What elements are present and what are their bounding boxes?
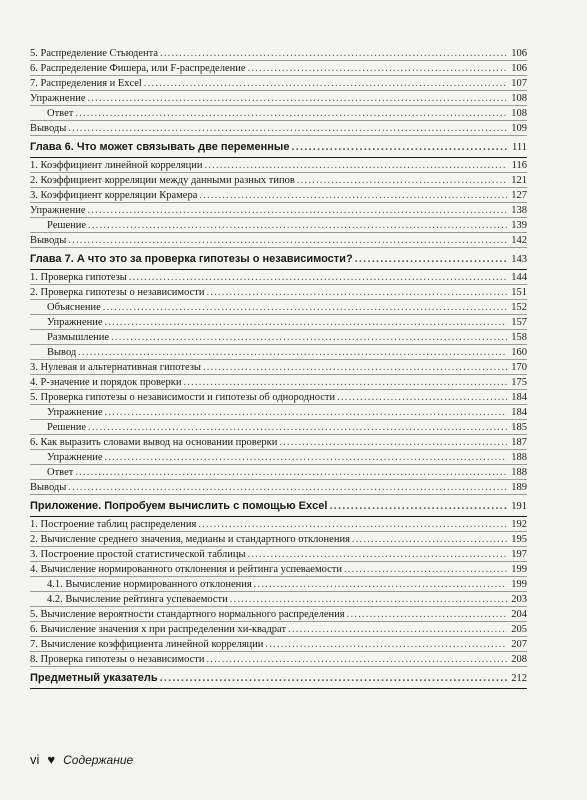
leader-dots: [248, 61, 507, 76]
toc-page-number: 192: [511, 519, 527, 530]
leader-dots: [103, 300, 507, 315]
leader-dots: [279, 435, 507, 450]
leader-dots: [329, 495, 507, 517]
toc-page-number: 184: [511, 392, 527, 403]
toc-page-number: 109: [511, 123, 527, 134]
toc-entry-row: [30, 330, 527, 345]
toc-entry-title: Выводы: [30, 123, 67, 134]
toc-entry-row: [30, 562, 527, 577]
toc-entry-title: 3. Коэффициент корреляции Крамера: [30, 190, 198, 201]
toc-entry-row: [30, 577, 527, 592]
toc-entry-title: Выводы: [30, 235, 67, 246]
leader-dots: [254, 577, 507, 592]
toc-entry-row: [30, 300, 527, 315]
toc-entry-title: Упражнение: [30, 205, 86, 216]
leader-dots: [206, 652, 507, 667]
toc-entry-title: 4. Вычисление нормированного отклонения и рейтинга успеваемости: [30, 564, 342, 575]
toc-entry-title: Упражнение: [47, 407, 103, 418]
toc-entry-row: [30, 188, 527, 203]
toc-page-number: 121: [511, 175, 527, 186]
toc-page-number: 170: [511, 362, 527, 373]
toc-entry-row: [30, 390, 527, 405]
toc-page-number: 139: [511, 220, 527, 231]
toc-entry-row: [30, 218, 527, 233]
toc-page-number: 208: [511, 654, 527, 665]
toc-page-number: 189: [511, 482, 527, 493]
leader-dots: [75, 465, 507, 480]
toc-page-number: 106: [511, 48, 527, 59]
toc-chapter-row: [30, 136, 527, 158]
toc-page-number: 138: [511, 205, 527, 216]
leader-dots: [204, 158, 507, 173]
toc-entry-title: Глава 6. Что может связывать две переменные: [30, 141, 290, 153]
toc-entry-row: [30, 46, 527, 61]
toc-page-number: 197: [511, 549, 527, 560]
toc-page-number: 205: [511, 624, 527, 635]
running-title: Содержание: [63, 752, 134, 767]
toc-entry-title: Упражнение: [47, 317, 103, 328]
toc-entry-title: 2. Вычисление среднего значения, медианы и стандартного отклонения: [30, 534, 350, 545]
toc-entry-row: [30, 233, 527, 248]
leader-dots: [87, 203, 507, 218]
toc-entry-row: [30, 158, 527, 173]
leader-dots: [78, 345, 507, 360]
leader-dots: [144, 76, 507, 91]
leader-dots: [88, 420, 507, 435]
toc-entry-title: Приложение. Попробуем вычислить с помощью Excel: [30, 500, 328, 512]
toc-entry-title: 4.2. Вычисление рейтинга успеваемости: [47, 594, 228, 605]
toc-entry-title: 4. Р-значение и порядок проверки: [30, 377, 182, 388]
toc-entry-row: [30, 61, 527, 76]
leader-dots: [347, 607, 507, 622]
toc-page-number: 127: [511, 190, 527, 201]
toc-entry-title: 2. Коэффициент корреляции между данными разных типов: [30, 175, 295, 186]
leader-dots: [344, 562, 507, 577]
toc-entry-row: [30, 420, 527, 435]
toc-page-number: 195: [511, 534, 527, 545]
page-number: vi: [30, 752, 40, 767]
toc-entry-title: 8. Проверка гипотезы о независимости: [30, 654, 205, 665]
toc-entry-title: Упражнение: [47, 452, 103, 463]
toc-page-number: 107: [511, 78, 527, 89]
toc-page-number: 142: [511, 235, 527, 246]
table-of-contents: [30, 46, 527, 689]
toc-entry-row: [30, 480, 527, 495]
leader-dots: [183, 375, 507, 390]
toc-entry-title: 2. Проверка гипотезы о независимости: [30, 287, 205, 298]
leader-dots: [288, 622, 507, 637]
toc-entry-row: [30, 285, 527, 300]
toc-entry-row: [30, 121, 527, 136]
toc-page-number: 212: [511, 673, 527, 684]
leader-dots: [88, 218, 507, 233]
toc-entry-title: 1. Проверка гипотезы: [30, 272, 127, 283]
leader-dots: [265, 637, 507, 652]
toc-page-number: 151: [511, 287, 527, 298]
toc-entry-row: [30, 203, 527, 218]
toc-page-number: 199: [511, 564, 527, 575]
leader-dots: [104, 315, 507, 330]
toc-entry-title: Глава 7. А что это за проверка гипотезы о независимости?: [30, 253, 353, 265]
leader-dots: [352, 532, 507, 547]
leader-dots: [160, 46, 507, 61]
toc-entry-row: [30, 450, 527, 465]
leader-dots: [111, 330, 507, 345]
toc-page-number: 158: [511, 332, 527, 343]
toc-page-number: 111: [512, 142, 527, 153]
toc-entry-title: 5. Распределение Стьюдента: [30, 48, 159, 59]
toc-entry-title: Выводы: [30, 482, 67, 493]
leader-dots: [248, 547, 507, 562]
leader-dots: [199, 188, 507, 203]
toc-entry-row: [30, 622, 527, 637]
toc-page-number: 191: [511, 501, 527, 512]
heart-icon: ♥: [47, 752, 56, 767]
toc-page-number: 204: [511, 609, 527, 620]
toc-page-number: 116: [511, 160, 527, 171]
leader-dots: [198, 517, 507, 532]
toc-entry-title: 7. Распределения и Excel: [30, 78, 142, 89]
page-footer: [30, 752, 133, 767]
leader-dots: [291, 136, 507, 158]
toc-entry-row: [30, 637, 527, 652]
toc-entry-row: [30, 405, 527, 420]
toc-entry-title: Предметный указатель: [30, 672, 158, 684]
toc-entry-row: [30, 607, 527, 622]
toc-entry-row: [30, 360, 527, 375]
leader-dots: [68, 480, 507, 495]
leader-dots: [203, 360, 507, 375]
toc-entry-row: [30, 375, 527, 390]
toc-entry-row: [30, 547, 527, 562]
toc-entry-title: Решение: [47, 220, 87, 231]
toc-entry-title: 5. Вычисление вероятности стандартного нормального распределения: [30, 609, 345, 620]
toc-page-number: 207: [511, 639, 527, 650]
toc-page-number: 108: [511, 108, 527, 119]
toc-entry-title: Размышление: [47, 332, 110, 343]
toc-entry-title: 1. Построение таблиц распределения: [30, 519, 197, 530]
toc-entry-title: 3. Нулевая и альтернативная гипотезы: [30, 362, 201, 373]
toc-entry-row: [30, 592, 527, 607]
toc-entry-row: [30, 517, 527, 532]
leader-dots: [297, 173, 507, 188]
toc-page-number: 108: [511, 93, 527, 104]
toc-entry-row: [30, 76, 527, 91]
toc-entry-title: Вывод: [47, 347, 77, 358]
toc-page-number: 106: [511, 63, 527, 74]
leader-dots: [68, 121, 507, 136]
toc-entry-title: 3. Построение простой статистической таблицы: [30, 549, 246, 560]
toc-page-number: 175: [511, 377, 527, 388]
leader-dots: [355, 248, 507, 270]
toc-entry-title: 4.1. Вычисление нормированного отклонения: [47, 579, 252, 590]
leader-dots: [104, 405, 507, 420]
leader-dots: [129, 270, 507, 285]
toc-page-number: 184: [511, 407, 527, 418]
toc-entry-row: [30, 345, 527, 360]
leader-dots: [206, 285, 507, 300]
toc-chapter-row: [30, 667, 527, 689]
leader-dots: [337, 390, 507, 405]
toc-entry-row: [30, 315, 527, 330]
toc-entry-row: [30, 652, 527, 667]
toc-entry-title: 7. Вычисление коэффициента линейной корреляции: [30, 639, 264, 650]
toc-entry-title: 6. Распределение Фишера, или F-распределение: [30, 63, 246, 74]
toc-page-number: 152: [511, 302, 527, 313]
toc-chapter-row: [30, 248, 527, 270]
toc-entry-row: [30, 532, 527, 547]
toc-entry-title: Решение: [47, 422, 87, 433]
leader-dots: [87, 91, 507, 106]
toc-entry-row: [30, 270, 527, 285]
toc-page-number: 160: [511, 347, 527, 358]
toc-page-number: 188: [511, 452, 527, 463]
toc-entry-title: Ответ: [47, 108, 74, 119]
toc-page-number: 203: [511, 594, 527, 605]
toc-entry-title: 6. Как выразить словами вывод на основании проверки: [30, 437, 278, 448]
leader-dots: [104, 450, 507, 465]
leader-dots: [230, 592, 507, 607]
toc-entry-title: Упражнение: [30, 93, 86, 104]
toc-page-number: 144: [511, 272, 527, 283]
toc-entry-title: 6. Вычисление значения х при распределении хи-квадрат: [30, 624, 287, 635]
leader-dots: [68, 233, 507, 248]
toc-page-number: 188: [511, 467, 527, 478]
toc-chapter-row: [30, 495, 527, 517]
toc-entry-title: 1. Коэффициент линейной корреляции: [30, 160, 203, 171]
toc-entry-row: [30, 465, 527, 480]
toc-page-number: 199: [511, 579, 527, 590]
toc-page-number: 143: [511, 254, 527, 265]
leader-dots: [160, 667, 507, 689]
toc-page-number: 185: [511, 422, 527, 433]
toc-entry-row: [30, 173, 527, 188]
toc-page-number: 157: [511, 317, 527, 328]
leader-dots: [75, 106, 507, 121]
toc-entry-title: Объяснение: [47, 302, 101, 313]
toc-entry-row: [30, 106, 527, 121]
toc-entry-title: 5. Проверка гипотезы о независимости и гипотезы об однородности: [30, 392, 336, 403]
toc-entry-row: [30, 91, 527, 106]
toc-page-number: 187: [511, 437, 527, 448]
toc-entry-title: Ответ: [47, 467, 74, 478]
toc-entry-row: [30, 435, 527, 450]
